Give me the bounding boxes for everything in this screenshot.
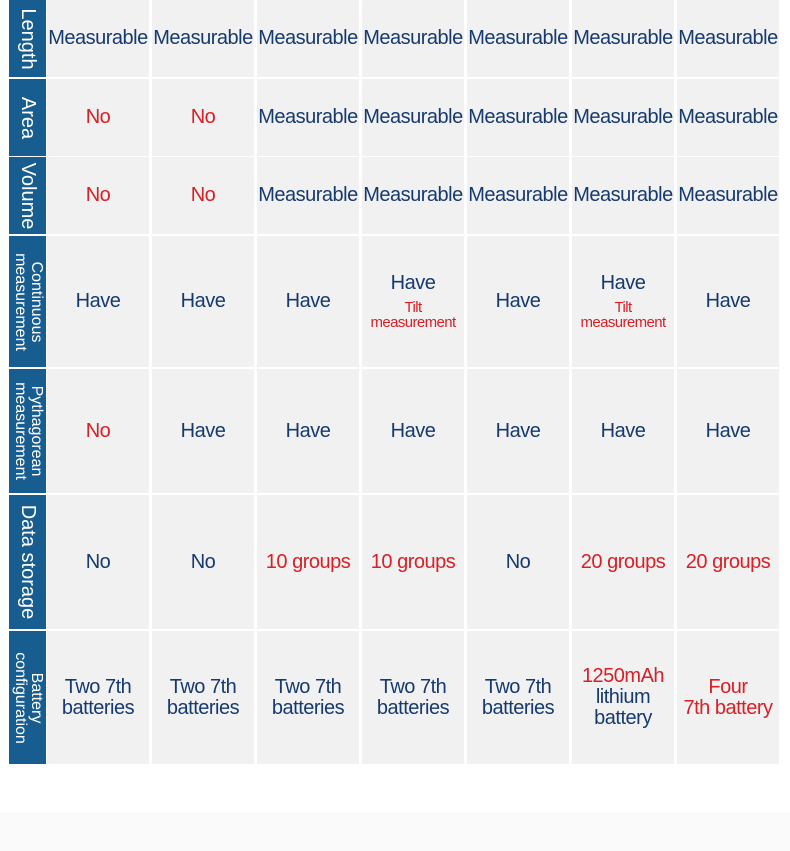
table-cell — [677, 369, 779, 493]
row-header — [9, 495, 46, 629]
table-cell — [47, 236, 149, 367]
cell-value: No — [190, 106, 216, 128]
cell-value: Two 7th batteries — [481, 675, 555, 719]
row-header — [9, 369, 46, 493]
table-cell — [362, 236, 464, 367]
table-cell — [47, 369, 149, 493]
cell-value: No — [85, 184, 111, 206]
cell-value: Measurable — [468, 106, 568, 128]
table-cell — [152, 157, 254, 234]
cell-value: No — [85, 419, 111, 442]
cell-value: Measurable — [258, 184, 358, 206]
table-cell — [467, 369, 569, 493]
table-cell — [362, 0, 464, 77]
cell-value: No — [85, 550, 111, 573]
table-cell — [152, 631, 254, 764]
table-cell — [677, 631, 779, 764]
cell-value: Have — [285, 419, 331, 442]
cell-value: Two 7th batteries — [166, 675, 240, 719]
cell-value: Two 7th batteries — [61, 675, 135, 719]
table-cell — [47, 0, 149, 77]
cell-value: Have — [495, 419, 541, 442]
table-cell — [572, 79, 674, 156]
table-cell — [467, 157, 569, 234]
table-cell — [572, 157, 674, 234]
cell-value: 1250mAh — [581, 665, 665, 687]
row-header — [9, 157, 46, 234]
cell-note: Tilt measurement — [580, 299, 666, 331]
table-cell — [467, 495, 569, 629]
table-cell — [152, 0, 254, 77]
cell-value: Measurable — [363, 106, 463, 128]
table-cell — [47, 157, 149, 234]
cell-value: Measurable — [468, 27, 568, 49]
row-header-label: Volume — [16, 162, 39, 229]
cell-value: Measurable — [363, 27, 463, 49]
table-cell — [467, 0, 569, 77]
table-cell — [47, 495, 149, 629]
cell-value: Have — [285, 290, 331, 312]
cell-value: Two 7th batteries — [271, 675, 345, 719]
cell-value: No — [190, 184, 216, 206]
table-cell — [677, 495, 779, 629]
cell-value: Measurable — [258, 106, 358, 128]
cell-value: Have — [705, 419, 751, 442]
cell-value: 10 groups — [370, 550, 456, 573]
row-header-label: Continuous measurement — [11, 252, 45, 351]
table-cell — [47, 79, 149, 156]
row-header — [9, 0, 46, 77]
cell-value: Have — [75, 290, 121, 312]
table-cell — [467, 236, 569, 367]
table-cell — [572, 369, 674, 493]
cell-value: 20 groups — [685, 550, 771, 573]
cell-value: Four 7th battery — [683, 675, 773, 719]
cell-value: Have — [180, 419, 226, 442]
table-cell — [152, 79, 254, 156]
cell-value: 20 groups — [580, 550, 666, 573]
table-cell — [152, 236, 254, 367]
cell-value: Have — [600, 272, 646, 294]
row-header-label: Battery configuration — [11, 651, 45, 744]
table-cell — [362, 157, 464, 234]
table-cell — [467, 631, 569, 764]
table-cell — [47, 631, 149, 764]
row-header — [9, 236, 46, 367]
table-cell — [467, 79, 569, 156]
table-cell — [362, 369, 464, 493]
cell-value: Measurable — [258, 27, 358, 49]
table-cell — [257, 236, 359, 367]
cell-value: Measurable — [573, 27, 673, 49]
cell-value: No — [190, 550, 216, 573]
row-header-label: Area — [16, 96, 39, 139]
cell-value: Have — [390, 272, 436, 294]
table-cell — [362, 631, 464, 764]
cell-note: Tilt measurement — [370, 299, 456, 331]
table-cell — [677, 79, 779, 156]
table-cell — [572, 0, 674, 77]
cell-value: Measurable — [678, 27, 778, 49]
bottom-band — [0, 812, 790, 851]
cell-value: Have — [705, 290, 751, 312]
cell-value: 10 groups — [265, 550, 351, 573]
table-cell — [572, 631, 674, 764]
table-cell — [257, 495, 359, 629]
table-cell — [677, 0, 779, 77]
cell-value: Two 7th batteries — [376, 675, 450, 719]
table-cell — [257, 631, 359, 764]
cell-value: Have — [180, 290, 226, 312]
cell-value: Measurable — [363, 184, 463, 206]
cell-value: Measurable — [678, 184, 778, 206]
cell-value: No — [505, 550, 531, 573]
row-header-label: Length — [16, 7, 39, 70]
row-header-label: Data storage — [16, 504, 39, 620]
row-header — [9, 79, 46, 156]
table-cell — [257, 157, 359, 234]
cell-value: Measurable — [573, 184, 673, 206]
table-cell — [362, 79, 464, 156]
table-cell — [362, 495, 464, 629]
table-cell — [152, 369, 254, 493]
row-header — [9, 631, 46, 764]
table-cell — [257, 369, 359, 493]
cell-value: Measurable — [573, 106, 673, 128]
cell-value-secondary: lithium battery — [594, 686, 652, 729]
table-cell — [257, 79, 359, 156]
table-cell — [152, 495, 254, 629]
cell-value: Measurable — [48, 27, 148, 49]
table-cell — [257, 0, 359, 77]
cell-value: Have — [600, 419, 646, 442]
cell-value: No — [85, 106, 111, 128]
cell-value: Measurable — [468, 184, 568, 206]
cell-value: Have — [495, 290, 541, 312]
table-cell — [572, 236, 674, 367]
table-cell — [572, 495, 674, 629]
cell-value: Measurable — [153, 27, 253, 49]
table-cell — [677, 236, 779, 367]
cell-value: Have — [390, 419, 436, 442]
cell-value: Measurable — [678, 106, 778, 128]
table-cell — [677, 157, 779, 234]
row-header-label: Pythagorean measurement — [11, 382, 45, 480]
